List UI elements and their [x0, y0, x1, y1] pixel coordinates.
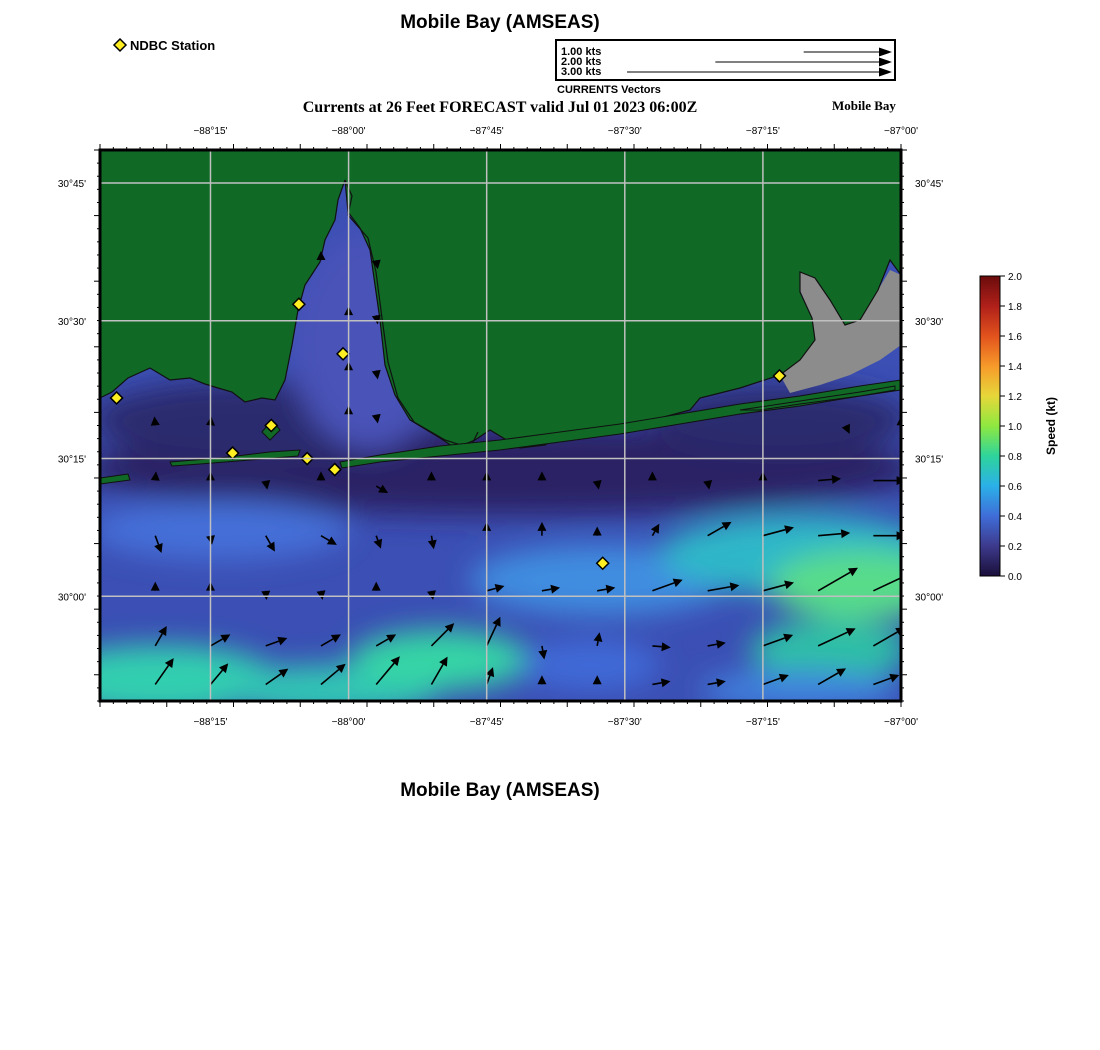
colorbar-gradient — [980, 276, 1000, 576]
current-vector-shaft — [652, 646, 661, 647]
colorbar-tick-label: 1.6 — [1008, 332, 1022, 343]
lon-tick-label: −87°30' — [607, 717, 642, 728]
vector-legend-label-2: 2.00 kts — [561, 56, 602, 68]
lon-tick-label: −87°15' — [745, 126, 780, 137]
lon-tick-label: −87°30' — [607, 126, 642, 137]
colorbar-label: Speed (kt) — [1044, 396, 1058, 456]
current-vector-shaft — [431, 536, 432, 541]
current-vector-shaft — [542, 646, 543, 651]
lon-tick-label: −88°00' — [331, 717, 366, 728]
bottom-title: Mobile Bay (AMSEAS) — [400, 780, 600, 801]
lat-tick-label: 30°30' — [57, 316, 86, 328]
lon-tick-label: −88°15' — [193, 717, 228, 728]
colorbar-tick-label: 1.8 — [1008, 302, 1022, 313]
colorbar-ticks — [1000, 272, 1022, 583]
speed-colorbar — [975, 268, 1075, 588]
colorbar-tick-label: 1.2 — [1008, 392, 1022, 403]
lon-tick-label: −87°15' — [745, 717, 780, 728]
colorbar-tick-label: 0.8 — [1008, 452, 1022, 463]
colorbar-tick-label: 0.4 — [1008, 512, 1022, 523]
lon-tick-label: −87°00' — [884, 126, 918, 137]
lat-tick-label: 30°45' — [57, 179, 86, 191]
colorbar-tick-label: 1.0 — [1008, 422, 1022, 433]
colorbar-tick-label: 2.0 — [1008, 272, 1022, 283]
lat-tick-label: 30°45' — [915, 179, 944, 191]
page-title: Mobile Bay (AMSEAS) — [400, 12, 600, 33]
region-label: Mobile Bay — [832, 98, 896, 113]
lon-tick-label: −88°15' — [193, 126, 228, 137]
current-vector-shaft — [597, 641, 598, 646]
lat-tick-label: 30°30' — [915, 316, 944, 328]
lon-tick-label: −87°45' — [469, 717, 504, 728]
lat-tick-label: 30°15' — [57, 454, 86, 466]
vector-legend-caption: CURRENTS Vectors — [557, 84, 661, 96]
vector-legend-label-3: 3.00 kts — [561, 66, 602, 78]
colorbar-tick-label: 1.4 — [1008, 362, 1022, 373]
map-subtitle: Currents at 26 Feet FORECAST valid Jul 01 2023 06:00Z — [302, 99, 698, 116]
colorbar-tick-label: 0.6 — [1008, 482, 1022, 493]
lon-tick-label: −87°00' — [884, 717, 918, 728]
vector-legend-label-1: 1.00 kts — [561, 46, 602, 58]
lon-tick-label: −88°00' — [331, 126, 366, 137]
lat-tick-label: 30°15' — [915, 454, 944, 466]
lat-tick-label: 30°00' — [915, 592, 944, 604]
colorbar-tick-label: 0.0 — [1008, 572, 1022, 583]
lon-tick-label: −87°45' — [469, 126, 504, 137]
station-legend-label: NDBC Station — [130, 38, 216, 53]
colorbar-tick-label: 0.2 — [1008, 542, 1022, 553]
lat-tick-label: 30°00' — [57, 592, 86, 604]
